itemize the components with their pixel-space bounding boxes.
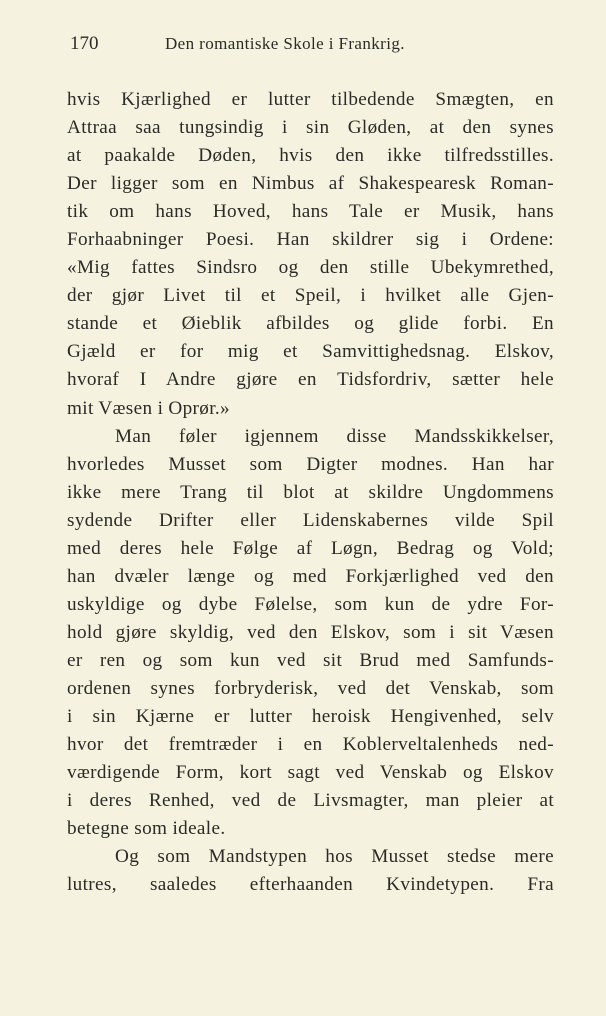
- text-line: med deres hele Følge af Løgn, Bedrag og Vold;: [67, 537, 554, 559]
- text-line: mit Væsen i Oprør.»: [67, 397, 230, 419]
- text-line: hvorledes Musset som Digter modnes. Han har: [67, 453, 554, 475]
- text-line: værdigende Form, kort sagt ved Venskab og Elskov: [67, 762, 554, 784]
- text-line: ikke mere Trang til blot at skildre Ungdommens: [67, 481, 554, 503]
- body-text: [67, 86, 554, 899]
- text-line: «Mig fattes Sindsro og den stille Ubekymrethed,: [67, 257, 554, 279]
- text-line: Gjæld er for mig et Samvittighedsnag. Elskov,: [67, 341, 554, 363]
- text-line: ordenen synes forbryderisk, ved det Venskab, som: [67, 677, 554, 699]
- text-line: Man føler igjennem disse Mandsskikkelser,: [115, 425, 554, 447]
- page-number: 170: [70, 33, 99, 54]
- text-line: betegne som ideale.: [67, 818, 226, 840]
- running-title: Den romantiske Skole i Frankrig.: [165, 34, 405, 53]
- text-line: tik om hans Hoved, hans Tale er Musik, hans: [67, 201, 554, 223]
- text-line: Forhaabninger Poesi. Han skildrer sig i Ordene:: [67, 229, 554, 251]
- text-line: at paakalde Døden, hvis den ikke tilfredsstilles.: [67, 145, 554, 167]
- text-line: uskyldige og dybe Følelse, som kun de ydre For-: [67, 593, 554, 615]
- text-line: Der ligger som en Nimbus af Shakespearesk Roman-: [67, 173, 554, 195]
- text-line: hvoraf I Andre gjøre en Tidsfordriv, sætter hele: [67, 369, 554, 391]
- running-header: [70, 33, 490, 59]
- text-line: lutres, saaledes efterhaanden Kvindetypen. Fra: [67, 874, 554, 896]
- text-line: Og som Mandstypen hos Musset stedse mere: [115, 846, 554, 868]
- text-line: hvis Kjærlighed er lutter tilbedende Smægten, en: [67, 89, 554, 110]
- text-line: stande et Øieblik afbildes og glide forbi. En: [67, 313, 554, 335]
- text-line: i deres Renhed, ved de Livsmagter, man pleier at: [67, 790, 554, 812]
- text-line: han dvæler længe og med Forkjærlighed ved den: [67, 565, 554, 587]
- text-line: hvor det fremtræder i en Koblerveltalenheds ned-: [67, 734, 554, 756]
- text-line: Attraa saa tungsindig i sin Gløden, at den synes: [67, 117, 554, 139]
- text-line: i sin Kjærne er lutter heroisk Hengivenhed, selv: [67, 706, 554, 728]
- text-line: er ren og som kun ved sit Brud med Samfunds-: [67, 649, 554, 671]
- text-line: sydende Drifter eller Lidenskabernes vilde Spil: [67, 509, 554, 531]
- text-line: hold gjøre skyldig, ved den Elskov, som i sit Væsen: [67, 621, 554, 643]
- text-line: der gjør Livet til et Speil, i hvilket alle Gjen-: [67, 285, 554, 307]
